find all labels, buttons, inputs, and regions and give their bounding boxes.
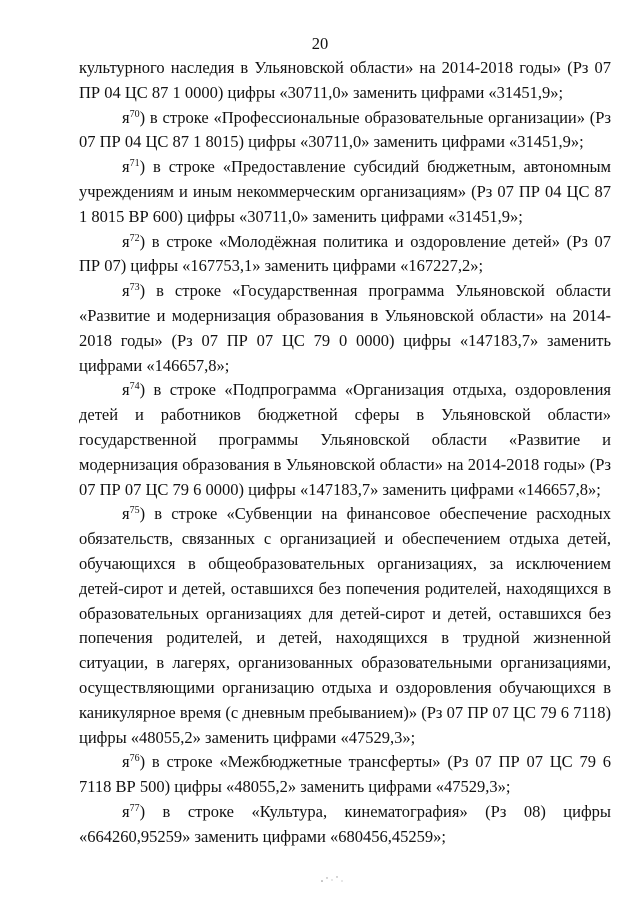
paragraph-item	[79, 750, 611, 800]
item-number-superscript: 76	[129, 753, 140, 765]
item-number-superscript: 73	[129, 282, 140, 294]
page-number: 20	[311, 34, 329, 53]
item-prefix: я	[122, 504, 130, 524]
paragraph-text: культурного наследия в Ульяновской области» на 2014-2018 годы» (Рз 07 ПР 04 ЦС 87 1 0000) цифры «30711,0» заменить цифрами «31451,9»;	[79, 58, 611, 102]
scan-speck-mark	[318, 872, 346, 886]
item-prefix: я	[122, 801, 130, 821]
paragraph-text: ) в строке «Межбюджетные трансферты» (Рз 07 ПР 07 ЦС 79 6 7118 ВР 500) цифры «48055,2» заменить цифрами «47529,3»;	[79, 752, 611, 797]
paragraph-item	[79, 230, 611, 280]
item-number-superscript: 71	[129, 158, 140, 170]
paragraph-text: ) в строке «Государственная программа Ульяновской области «Развитие и модернизация образования в Ульяновской области» на 2014-2018 годы» (Рз 07 ПР 07 ЦС 79 0 0000) цифры «147183,7» заменить цифрами «146657,8»;	[79, 281, 611, 375]
item-number-superscript: 72	[129, 232, 140, 244]
paragraph-item	[79, 106, 611, 156]
paragraph-text: ) в строке «Профессиональные образовательные организации» (Рз 07 ПР 04 ЦС 87 1 8015) цифры «30711,0» заменить цифрами «31451,9»;	[79, 107, 611, 152]
paragraph-text: ) в строке «Культура, кинематография» (Рз 08) цифры «664260,95259» заменить цифрами «680456,45259»;	[79, 801, 611, 846]
item-number-superscript: 70	[129, 108, 140, 120]
paragraph-item	[79, 378, 611, 502]
item-number-superscript: 75	[129, 505, 140, 517]
item-prefix: я	[122, 380, 130, 400]
paragraph-text: ) в строке «Предоставление субсидий бюджетным, автономным учреждениям и иным некоммерческим организациям» (Рз 07 ПР 04 ЦС 87 1 8015 ВР 600) цифры «30711,0» заменить цифрами «31451,9»;	[79, 157, 611, 226]
item-prefix: я	[122, 752, 130, 772]
paragraph-text: ) в строке «Субвенции на финансовое обеспечение расходных обязательств, связанных с организацией и обеспечением отдыха детей, обучающихся в общеобразовательных организациях, за исключением детей-сирот и детей, оставшихся без попечения родителей, находящихся в образовательных организациях для детей-сирот и детей, оставшихся без попечения родителей, и детей, находящихся в трудной жизненной ситуации, в лагерях, организованных образовательными организациями, осуществляющими организацию отдыха и оздоровления обучающихся в каникулярное время (с дневным пребыванием)» (Рз 07 ПР 07 ЦС 79 6 7118) цифры «48055,2» заменить цифрами «47529,3»;	[79, 504, 611, 747]
paragraph-text: ) в строке «Подпрограмма «Организация отдыха, оздоровления детей и работников бюджетной сферы в Ульяновской области» государственной программы Ульяновской области «Развитие и модернизация образования в Ульяновской области» на 2014-2018 годы» (Рз 07 ПР 07 ЦС 79 6 0000) цифры «147183,7» заменить цифрами «146657,8»;	[79, 380, 611, 499]
paragraph-text: ) в строке «Молодёжная политика и оздоровление детей» (Рз 07 ПР 07) цифры «167753,1» заменить цифрами «167227,2»;	[79, 231, 611, 276]
item-prefix: я	[122, 107, 130, 127]
paragraph-item	[79, 502, 611, 750]
item-prefix: я	[122, 281, 130, 301]
paragraph-continuation	[79, 56, 611, 106]
paragraph-item	[79, 155, 611, 229]
item-prefix: я	[122, 157, 130, 177]
document-body	[79, 56, 611, 850]
item-prefix: я	[122, 231, 130, 251]
paragraph-item	[79, 800, 611, 850]
item-number-superscript: 74	[129, 381, 140, 393]
paragraph-item	[79, 279, 611, 378]
item-number-superscript: 77	[129, 802, 140, 814]
